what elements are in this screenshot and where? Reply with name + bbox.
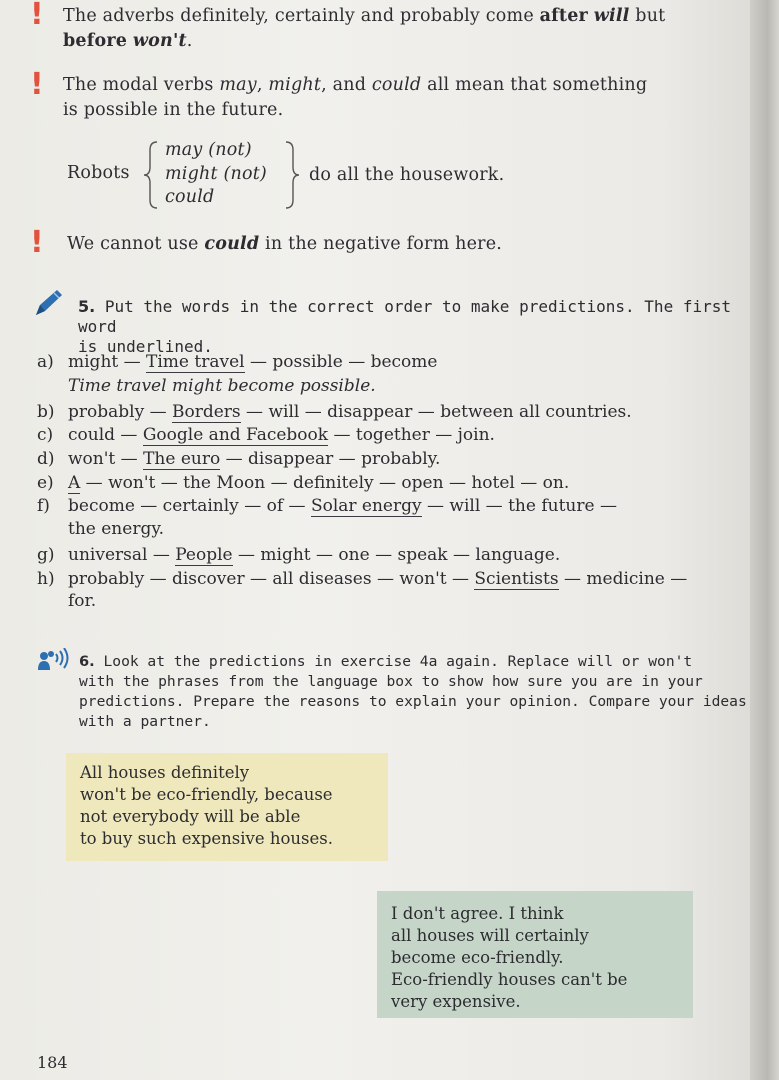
left-brace-icon bbox=[142, 140, 162, 210]
opinion-text-1 bbox=[80, 762, 333, 850]
underlined-first-word: People bbox=[175, 545, 233, 565]
item-text: — will — the future — bbox=[421, 496, 617, 516]
bubble-line: to buy such expensive houses. bbox=[80, 829, 334, 848]
exercise-item-g bbox=[37, 544, 560, 567]
item-text: universal — bbox=[68, 545, 176, 565]
item-text: — disappear — probably. bbox=[220, 449, 441, 469]
note-text: is possible in the future. bbox=[63, 100, 284, 120]
right-brace-icon bbox=[281, 140, 301, 210]
instruction-text: with the phrases from the language box to show how sure you are in your bbox=[79, 673, 703, 690]
bubble-line: All houses definitely bbox=[80, 763, 250, 782]
exercise-5-instruction bbox=[78, 297, 758, 357]
note-text: The adverbs definitely, certainly and probably come bbox=[63, 6, 540, 26]
note-text: . bbox=[186, 31, 193, 51]
note-bold-italic: could bbox=[204, 234, 260, 254]
item-label: c) bbox=[37, 425, 54, 445]
exercise-item-h bbox=[37, 568, 687, 591]
pencil-icon bbox=[33, 288, 65, 318]
underlined-first-word: Google and Facebook bbox=[142, 425, 329, 445]
option-might-not: might (not) bbox=[165, 163, 267, 184]
item-text: probably — bbox=[68, 402, 172, 422]
example-options bbox=[165, 139, 267, 210]
item-label: f) bbox=[37, 496, 50, 516]
exercise-number: 6. bbox=[79, 653, 95, 670]
bubble-line: won't be eco-friendly, because bbox=[80, 785, 333, 804]
note-text: in the negative form here. bbox=[259, 234, 503, 254]
exercise-item-c bbox=[37, 424, 495, 447]
bubble-line: Eco-friendly houses can't be bbox=[391, 970, 628, 989]
item-text: could — bbox=[68, 425, 143, 445]
note-text: , bbox=[256, 75, 269, 95]
item-text: won't — bbox=[68, 449, 144, 469]
exclamation-icon: ! bbox=[30, 0, 44, 32]
note-italic: may bbox=[219, 75, 257, 95]
item-label: g) bbox=[37, 545, 55, 565]
underlined-first-word: The euro bbox=[143, 449, 221, 469]
exclamation-icon: ! bbox=[30, 225, 44, 260]
item-text: — together — join. bbox=[328, 425, 495, 445]
note-could-negative bbox=[67, 232, 502, 257]
item-label: a) bbox=[37, 352, 54, 372]
note-text: , and bbox=[321, 75, 372, 95]
exercise-item-d bbox=[37, 448, 440, 471]
example-answer bbox=[68, 375, 376, 398]
note-text: The modal verbs bbox=[63, 75, 220, 95]
exercise-item-f bbox=[37, 495, 617, 518]
page-number: 184 bbox=[37, 1053, 68, 1072]
exercise-item-a bbox=[37, 351, 437, 374]
note-italic: could bbox=[371, 75, 422, 95]
item-label: d) bbox=[37, 449, 55, 469]
item-text: — won't — the Moon — definitely — open — hotel — on. bbox=[80, 473, 570, 493]
note-bold-italic: will bbox=[593, 6, 630, 26]
instruction-text: with a partner. bbox=[79, 713, 211, 730]
exercise-item-b bbox=[37, 401, 632, 424]
underlined-first-word: Solar energy bbox=[310, 496, 422, 516]
item-text: might — bbox=[68, 352, 147, 372]
bubble-line: I don't agree. I think bbox=[391, 904, 564, 923]
opinion-text-2 bbox=[391, 903, 627, 1013]
example-predicate: do all the housework. bbox=[309, 165, 505, 185]
note-bold: before bbox=[63, 31, 128, 51]
exercise-item-h-continued: for. bbox=[68, 591, 97, 611]
exercise-number: 5. bbox=[78, 297, 96, 316]
exercise-item-e bbox=[37, 472, 569, 495]
item-text: — will — disappear — between all countries. bbox=[240, 402, 632, 422]
underlined-first-word: Borders bbox=[172, 402, 241, 422]
page-edge bbox=[750, 0, 779, 1080]
option-may-not: may (not) bbox=[165, 140, 252, 160]
bubble-line: become eco-friendly. bbox=[391, 948, 564, 967]
item-text: probably — discover — all diseases — won't — bbox=[68, 569, 475, 589]
instruction-text: predictions. Prepare the reasons to explain your opinion. Compare your ideas bbox=[79, 693, 747, 710]
item-text: — possible — become bbox=[244, 352, 438, 372]
underlined-first-word: A bbox=[68, 473, 81, 493]
bubble-line: very expensive. bbox=[391, 992, 521, 1011]
answer-text: Time travel might become possible. bbox=[68, 376, 376, 396]
item-label: h) bbox=[37, 569, 55, 589]
note-italic: might bbox=[268, 75, 322, 95]
note-adverbs bbox=[63, 4, 763, 54]
item-text: — medicine — bbox=[558, 569, 688, 589]
note-text: all mean that something bbox=[421, 75, 648, 95]
exclamation-icon: ! bbox=[30, 67, 44, 102]
example-subject: Robots bbox=[67, 163, 130, 183]
option-could: could bbox=[165, 187, 215, 207]
exercise-6-instruction bbox=[79, 652, 749, 732]
bubble-line: all houses will certainly bbox=[391, 926, 589, 945]
pair-work-speaking-icon bbox=[36, 648, 72, 672]
note-bold-italic: won't bbox=[132, 31, 187, 51]
note-text: We cannot use bbox=[67, 234, 205, 254]
item-text: become — certainly — of — bbox=[68, 496, 311, 516]
note-text: but bbox=[629, 6, 666, 26]
item-label: b) bbox=[37, 402, 55, 422]
note-bold: after bbox=[539, 6, 588, 26]
bubble-line: not everybody will be able bbox=[80, 807, 301, 826]
instruction-text: Put the words in the correct order to make predictions. The first word bbox=[78, 297, 731, 336]
underlined-first-word: Scientists bbox=[474, 569, 559, 589]
note-modal-verbs bbox=[63, 73, 763, 123]
instruction-text: is underlined. bbox=[78, 337, 213, 356]
underlined-first-word: Time travel bbox=[146, 352, 245, 372]
item-text: — might — one — speak — language. bbox=[232, 545, 561, 565]
item-label: e) bbox=[37, 473, 54, 493]
exercise-item-f-continued: the energy. bbox=[68, 519, 165, 539]
instruction-text: Look at the predictions in exercise 4a again. Replace will or won't bbox=[103, 653, 693, 670]
